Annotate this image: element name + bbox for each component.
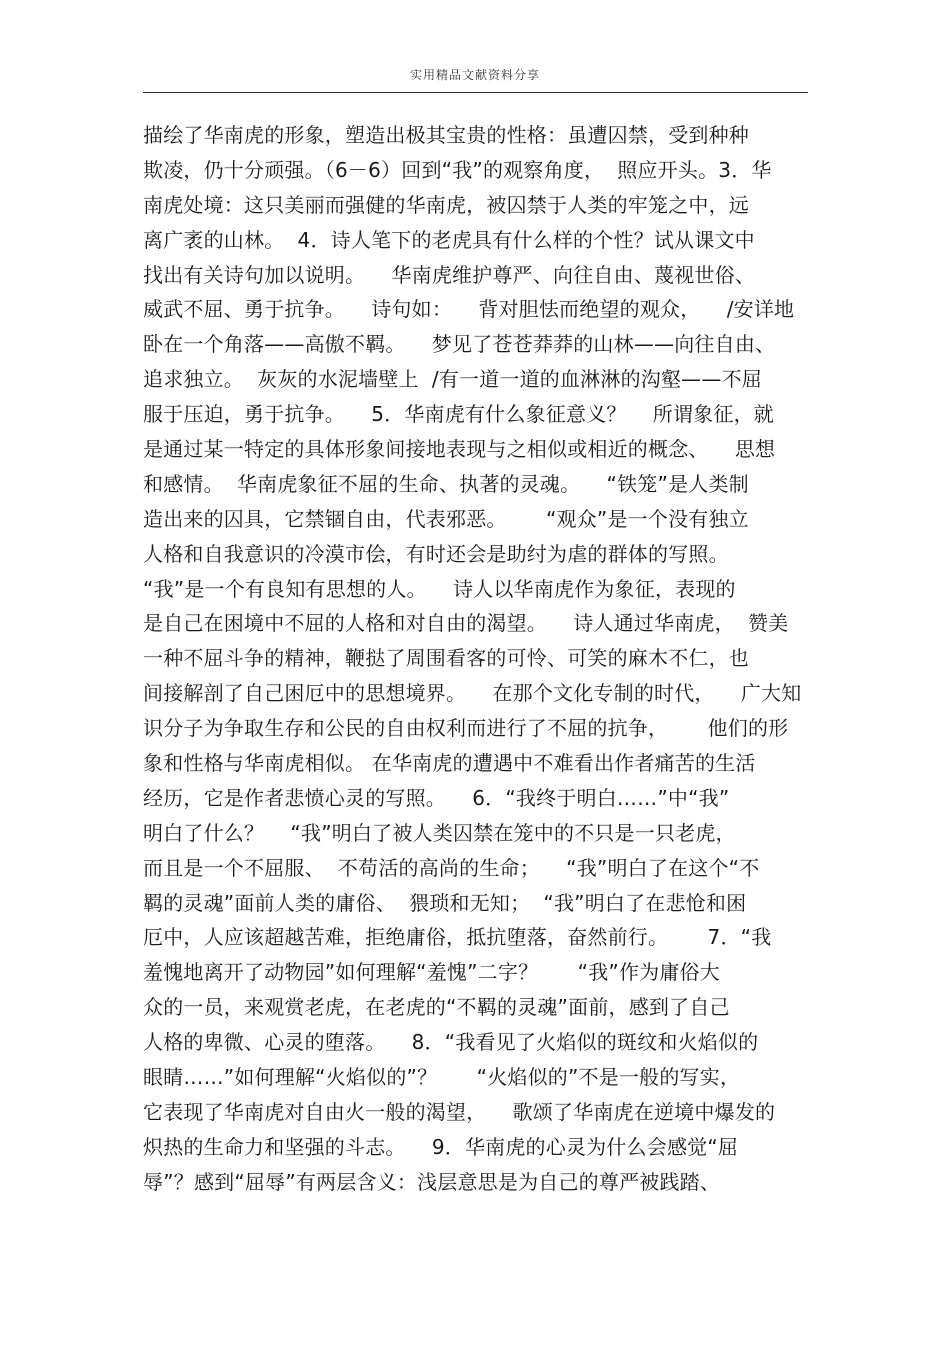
text-line: 经历，它是作者悲愤心灵的写照。 6．“我终于明白……”中“我”: [143, 785, 730, 810]
text-line: 众的一员，来观赏老虎，在老虎的“不羁的灵魂”面前，感到了自己: [143, 995, 730, 1020]
text-line: 炽热的生命力和坚强的斗志。 9．华南虎的心灵为什么会感觉“屈: [143, 1134, 739, 1159]
text-line: 眼睛……”如何理解“火焰似的”？ “火焰似的”不是一般的写实，: [143, 1065, 741, 1090]
text-line: 服于压迫，勇于抗争。 5．华南虎有什么象征意义？ 所谓象征，就: [143, 402, 774, 427]
text-line: 是自己在困境中不屈的人格和对自由的渴望。 诗人通过华南虎， 赞美: [143, 611, 789, 636]
text-line: 追求独立。 灰灰的水泥墙壁上 /有一道一道的血淋淋的沟壑——不屈: [143, 367, 762, 392]
text-line: 间接解剖了自己困厄中的思想境界。 在那个文化专制的时代， 广大知: [143, 681, 802, 706]
text-line: 卧在一个角落——高傲不羁。 梦见了苍苍莽莽的山林——向往自由、: [143, 332, 776, 357]
header-divider: [143, 92, 808, 93]
text-line: 而且是一个不屈服、 不苟活的高尚的生命； “我”明白了在这个“不: [143, 855, 760, 880]
text-line: 识分子为争取生存和公民的自由权利而进行了不屈的抗争， 他们的形: [143, 716, 789, 741]
text-line: “我”是一个有良知有思想的人。 诗人以华南虎作为象征，表现的: [143, 576, 736, 601]
text-line: 厄中，人应该超越苦难，拒绝庸俗，抵抗堕落，奋然前行。 7．“我: [143, 925, 772, 950]
text-line: 它表现了华南虎对自由火一般的渴望， 歌颂了华南虎在逆境中爆发的: [143, 1099, 776, 1124]
text-line: 描绘了华南虎的形象，塑造出极其宝贵的性格：虽遭囚禁，受到种种: [143, 123, 749, 147]
text-line: 离广袤的山林。 4．诗人笔下的老虎具有什么样的个性？试从课文中: [143, 227, 755, 252]
text-line: 人格的卑微、心灵的堕落。 8．“我看见了火焰似的斑纹和火焰似的: [143, 1030, 759, 1055]
text-line: 南虎处境：这只美丽而强健的华南虎，被囚禁于人类的牢笼之中，远: [143, 192, 749, 217]
text-line: 找出有关诗句加以说明。 华南虎维护尊严、向往自由、蔑视世俗、: [143, 262, 756, 287]
text-line: 辱”？感到“屈辱”有两层含义：浅层意思是为自己的尊严被践踏、: [143, 1169, 721, 1194]
text-line: 威武不屈、勇于抗争。 诗句如： 背对胆怯而绝望的观众， /安详地: [143, 297, 795, 322]
text-line: 象和性格与华南虎相似。 在华南虎的遭遇中不难看出作者痛苦的生活: [143, 751, 756, 776]
text-line: 一种不屈斗争的精神，鞭挞了周围看客的可怜、可笑的麻木不仁，也: [143, 646, 749, 671]
text-line: 是通过某一特定的具体形象间接地表现与之相似或相近的概念、 思想: [143, 437, 776, 462]
text-line: 羁的灵魂”面前人类的庸俗、 猥琐和无知； “我”明白了在悲怆和困: [143, 890, 747, 915]
page-header: 实用精品文献资料分享: [409, 68, 540, 82]
text-line: 羞愧地离开了动物园”如何理解“羞愧”二字？ “我”作为庸俗大: [143, 960, 720, 985]
text-line: 造出来的囚具，它禁锢自由，代表邪恶。 “观众”是一个没有独立: [143, 506, 749, 531]
text-line: 人格和自我意识的冷漠市侩，有时还会是助纣为虐的群体的写照。: [143, 541, 729, 566]
text-line: 欺凌，仍十分顽强。（6－6）回到“我”的观察角度， 照应开头。3．华: [143, 157, 772, 182]
document-body: [143, 118, 813, 1200]
text-line: 明白了什么？ “我”明白了被人类囚禁在笼中的不只是一只老虎，: [143, 820, 736, 845]
text-line: 和感情。 华南虎象征不屈的生命、执著的灵魂。 “铁笼”是人类制: [143, 471, 749, 496]
